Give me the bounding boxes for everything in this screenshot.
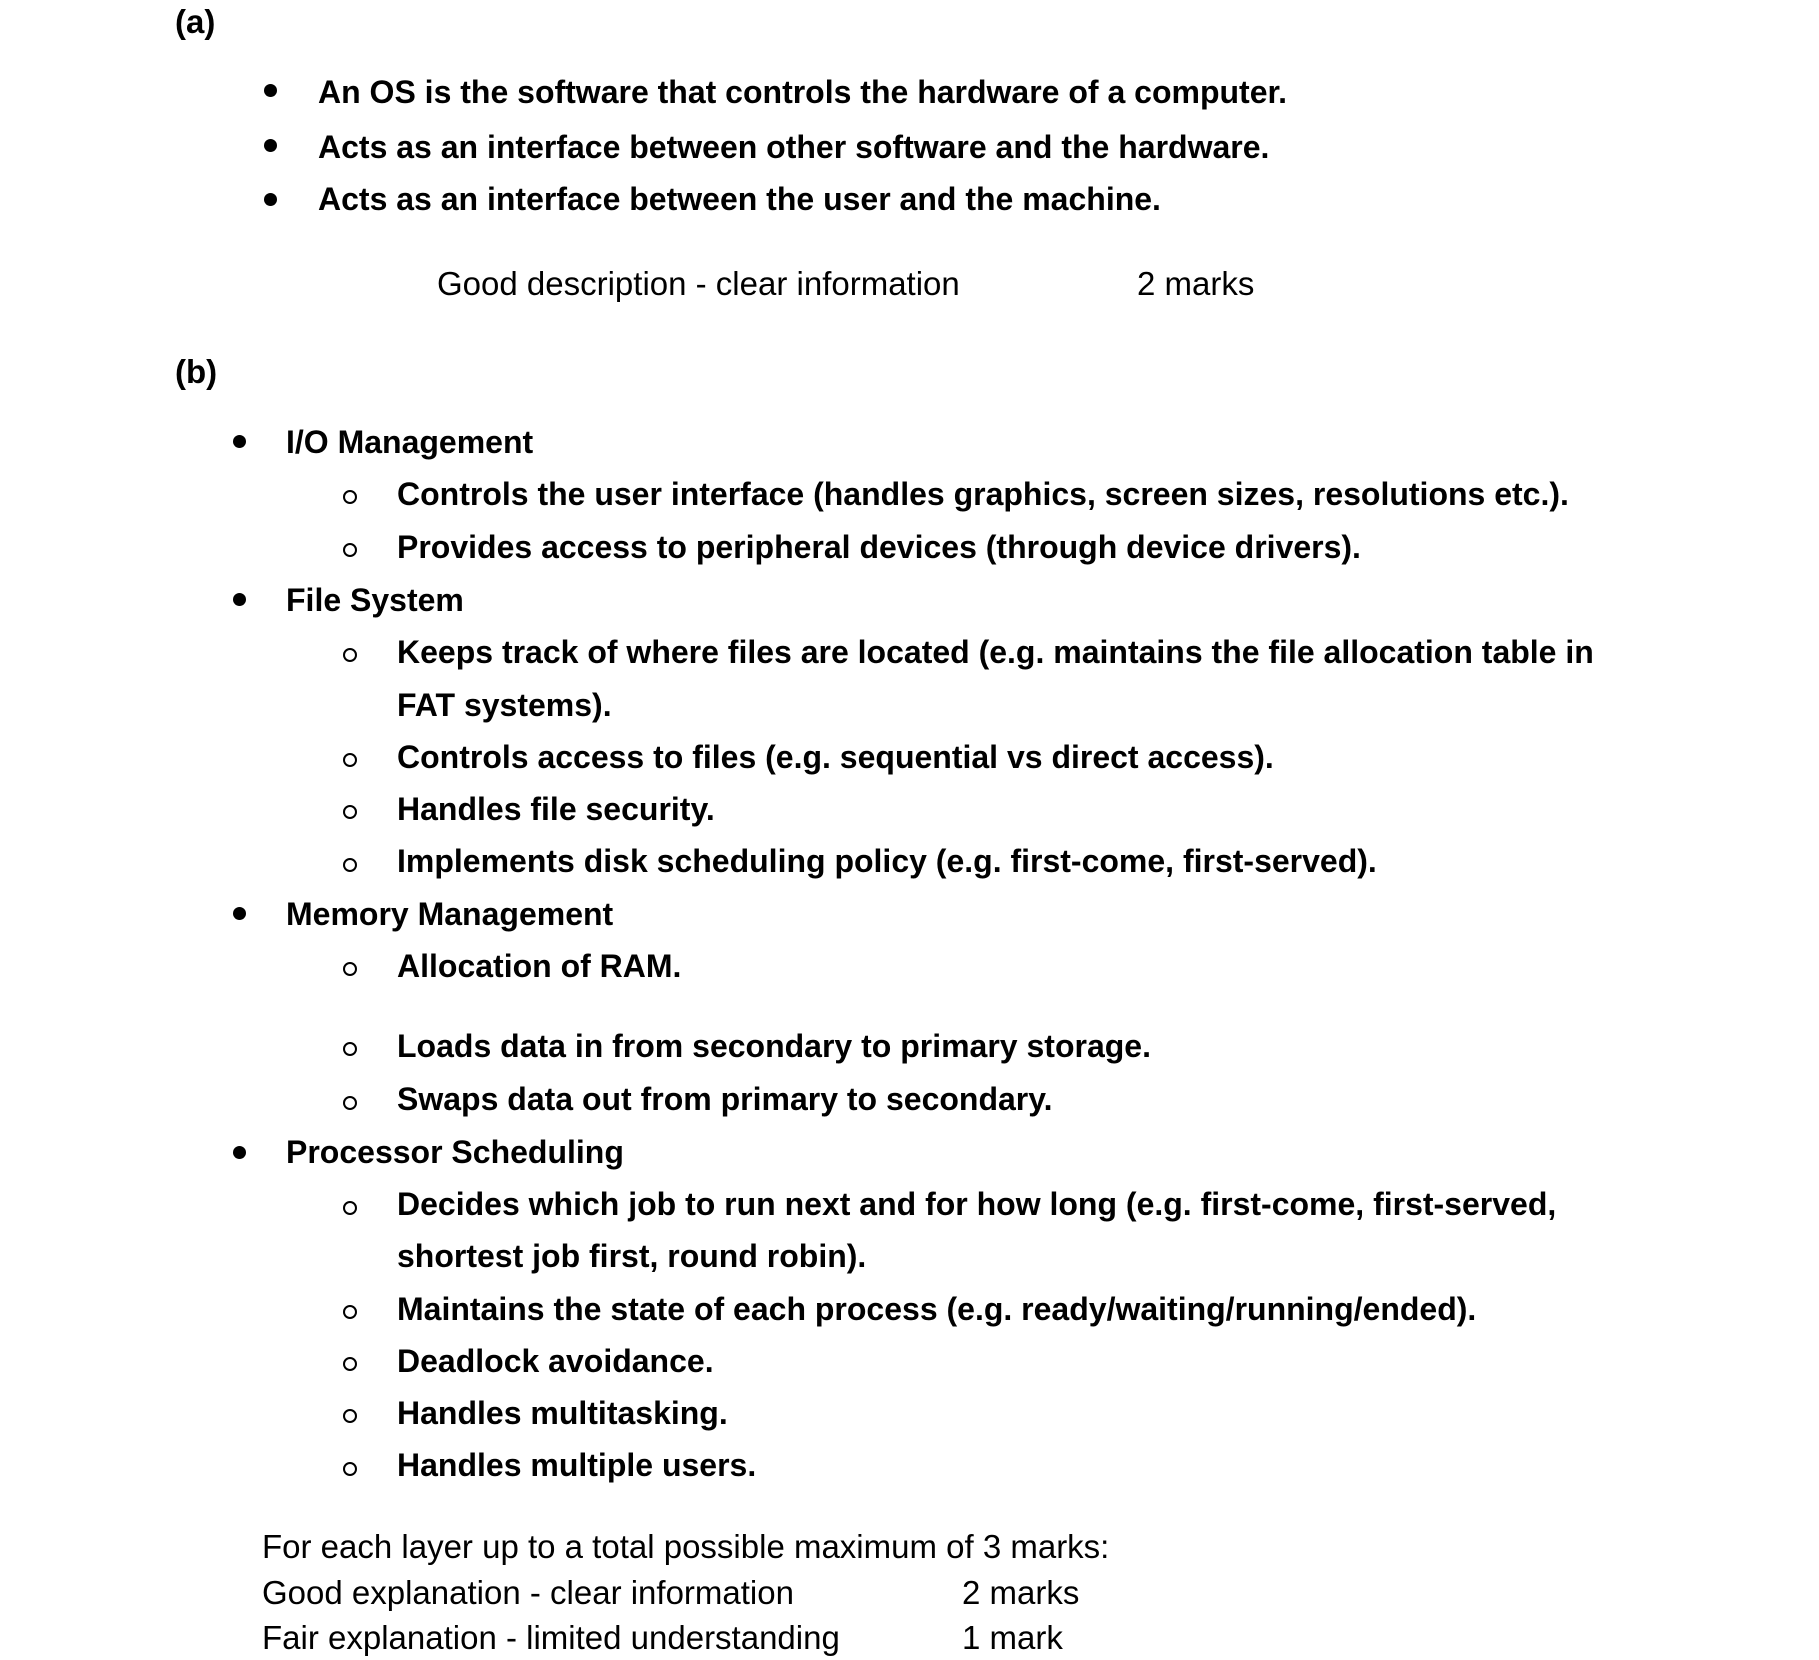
bullet-icon: [264, 193, 277, 206]
bullet-icon: [233, 1146, 246, 1159]
circle-bullet-icon: [343, 1096, 357, 1110]
circle-bullet-icon: [343, 1201, 357, 1215]
circle-bullet-icon: [343, 753, 357, 767]
bullet-icon: [233, 435, 246, 448]
fs-item-4: Implements disk scheduling policy (e.g. first-come, first-served).: [397, 843, 1377, 879]
part-a-marking-criterion: Good description - clear information: [437, 265, 960, 302]
circle-bullet-icon: [343, 1357, 357, 1371]
bullet-icon: [264, 84, 277, 97]
circle-bullet-icon: [343, 805, 357, 819]
fs-item-3: Handles file security.: [397, 791, 715, 827]
bullet-icon: [264, 139, 277, 152]
ps-item-5: Handles multiple users.: [397, 1447, 757, 1483]
fs-item-1-line1: Keeps track of where files are located (e.g. maintains the file allocation table in: [397, 634, 1594, 670]
part-b-marking-good-marks: 2 marks: [962, 1574, 1080, 1611]
section-io-title: I/O Management: [286, 424, 534, 460]
part-a-marking-marks: 2 marks: [1137, 265, 1255, 302]
fs-item-2: Controls access to files (e.g. sequential vs direct access).: [397, 739, 1274, 775]
part-b-marking-fair-marks: 1 mark: [962, 1619, 1063, 1656]
io-item-1: Controls the user interface (handles graphics, screen sizes, resolutions etc.).: [397, 476, 1569, 512]
ps-item-1-line1: Decides which job to run next and for how long (e.g. first-come, first-served,: [397, 1186, 1557, 1222]
circle-bullet-icon: [343, 1042, 357, 1056]
fs-item-1-line2: FAT systems).: [397, 687, 612, 723]
circle-bullet-icon: [343, 962, 357, 976]
part-b-marking-fair-criterion: Fair explanation - limited understanding: [262, 1619, 840, 1656]
ps-item-1-line2: shortest job first, round robin).: [397, 1238, 867, 1274]
part-a-bullet-3: Acts as an interface between the user and the machine.: [318, 181, 1161, 217]
ps-item-3: Deadlock avoidance.: [397, 1343, 714, 1379]
bullet-icon: [233, 907, 246, 920]
part-a-label: (a): [175, 3, 216, 40]
circle-bullet-icon: [343, 543, 357, 557]
circle-bullet-icon: [343, 648, 357, 662]
mm-item-3: Swaps data out from primary to secondary.: [397, 1081, 1053, 1117]
circle-bullet-icon: [343, 858, 357, 872]
ps-item-4: Handles multitasking.: [397, 1395, 728, 1431]
circle-bullet-icon: [343, 490, 357, 504]
circle-bullet-icon: [343, 1409, 357, 1423]
section-mm-title: Memory Management: [286, 896, 614, 932]
mm-item-1: Allocation of RAM.: [397, 948, 682, 984]
part-b-marking-good-criterion: Good explanation - clear information: [262, 1574, 794, 1611]
part-b-label: (b): [175, 353, 218, 390]
io-item-2: Provides access to peripheral devices (through device drivers).: [397, 529, 1361, 565]
part-a-bullet-1: An OS is the software that controls the hardware of a computer.: [318, 74, 1288, 110]
section-fs-title: File System: [286, 582, 464, 618]
bullet-icon: [233, 593, 246, 606]
part-b-marking-intro: For each layer up to a total possible maximum of 3 marks:: [262, 1528, 1110, 1565]
ps-item-2: Maintains the state of each process (e.g. ready/waiting/running/ended).: [397, 1291, 1477, 1327]
circle-bullet-icon: [343, 1462, 357, 1476]
section-ps-title: Processor Scheduling: [286, 1134, 624, 1170]
part-a-bullet-2: Acts as an interface between other software and the hardware.: [318, 129, 1270, 165]
mm-item-2: Loads data in from secondary to primary storage.: [397, 1028, 1151, 1064]
circle-bullet-icon: [343, 1305, 357, 1319]
